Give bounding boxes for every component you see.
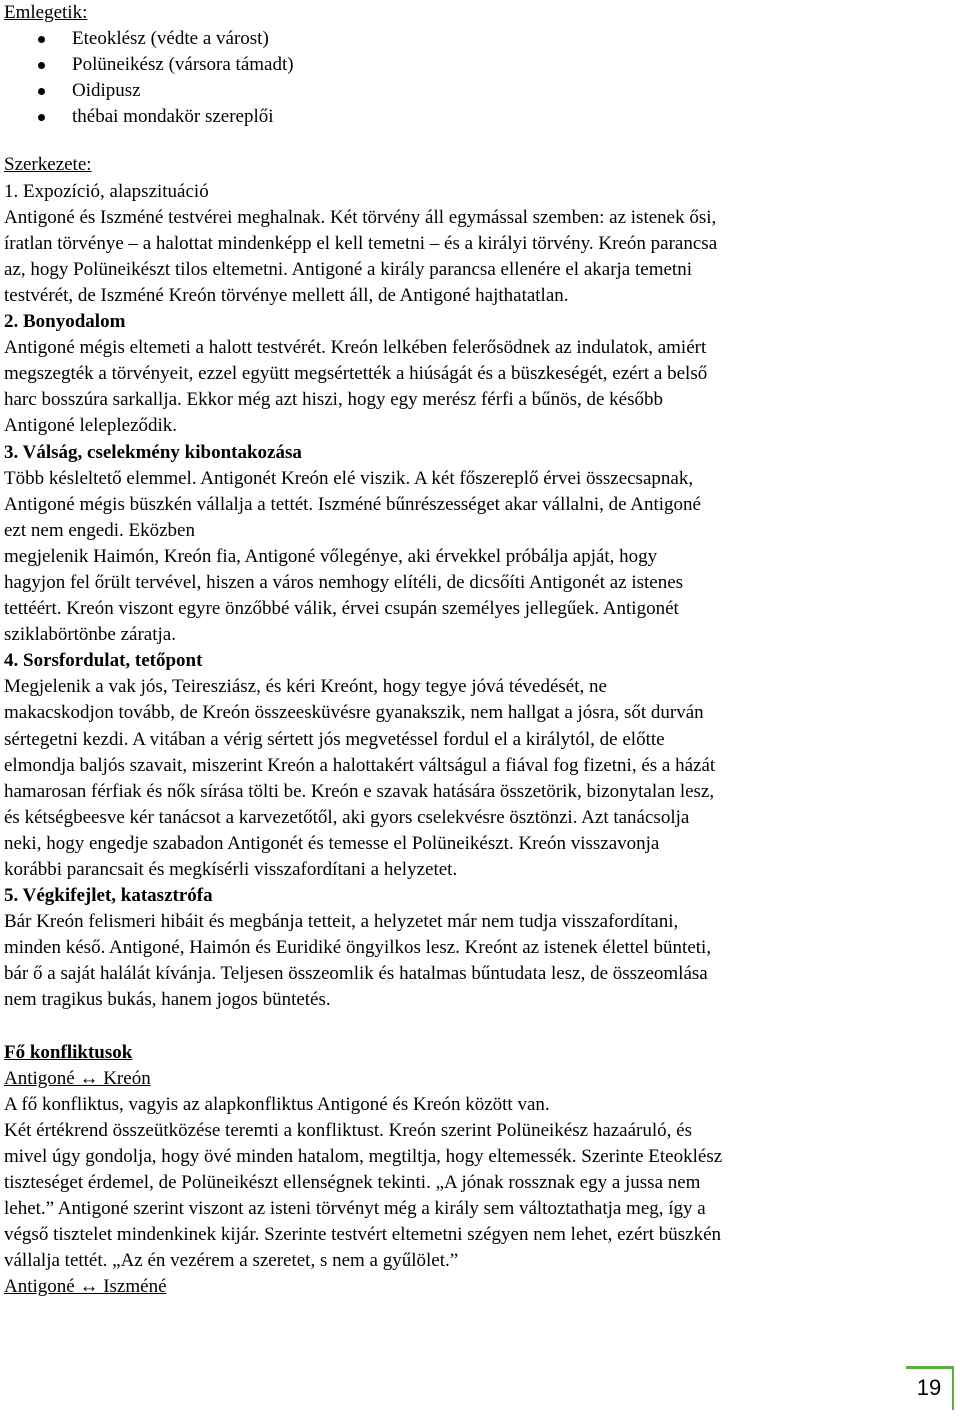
section-title: 4. Sorsfordulat, tetőpont [4, 650, 203, 672]
conflict-pair-antigone-kreon: Antigoné ↔ Kreón [4, 1067, 151, 1089]
list-item: Polüneikész (vársora támadt) [4, 52, 954, 78]
paragraph-line: mivel úgy gondolja, hogy övé minden hatalom, megtiltja, hogy eltemessék. Szerinte Eteoklész [4, 1145, 723, 1167]
bullet-icon [38, 36, 45, 43]
section-title: 2. Bonyodalom [4, 311, 126, 333]
paragraph-line: lehet.” Antigoné szerint viszont az isteni törvényt még a király sem változtathatja meg, így a [4, 1198, 706, 1220]
paragraph-line: vállalja tettét. „Az én vezérem a szeretet, s nem a gyűlölet.” [4, 1250, 459, 1272]
document-page [4, 0, 954, 1301]
paragraph-line: Antigoné és Iszméné testvérei meghalnak. Két törvény áll egymással szemben: az istenek ősi, [4, 206, 717, 228]
mentioned-heading: Emlegetik: [4, 2, 88, 23]
paragraph-line: nem tragikus bukás, hanem jogos büntetés. [4, 989, 331, 1011]
paragraph-line: neki, hogy engedje szabadon Antigonét és temesse el Polüneikészt. Kreón visszavonja [4, 832, 660, 854]
paragraph-line: Bár Kreón felismeri hibáit és megbánja tetteit, a helyzetet már nem tudja visszafordítani, [4, 911, 679, 933]
paragraph-line: korábbi parancsait és megkísérli visszafordítani a helyzetet. [4, 859, 458, 880]
list-item: Oidipusz [4, 78, 954, 104]
paragraph-line: minden késő. Antigoné, Haimón és Euridiké öngyilkos lesz. Kreónt az istenek élettel bünteti, [4, 937, 712, 959]
paragraph-line: hagyjon fel őrült tervével, hiszen a város nemhogy elítéli, de dicsőíti Antigonét az istenes [4, 571, 684, 593]
paragraph-line: bár ő a saját halálát kívánja. Teljesen összeomlik és hatalmas bűntudata lesz, de összeomlása [4, 963, 708, 985]
paragraph-line: Több késleltető elemmel. Antigonét Kreón elé viszik. A két főszereplő érvei összecsapnak, [4, 467, 694, 489]
structure-heading: Szerkezete: [4, 154, 92, 176]
list-item: Eteoklész (védte a várost) [4, 26, 954, 52]
paragraph-line: sértegetni kezdi. A vitában a vérig sértett jós megvetéssel fordul el a királytól, de előtte [4, 728, 665, 750]
paragraph-line: ezt nem engedi. Eközben [4, 519, 195, 541]
paragraph-line: hamarosan férfiak és nők sírása tölti be. Kreón e szavak hatására összetörik, bizonytalan lesz, [4, 780, 715, 802]
section-title: 3. Válság, cselekmény kibontakozása [4, 441, 302, 463]
paragraph-line: sziklabörtönbe záratja. [4, 624, 176, 646]
paragraph-line: tiszteséget érdemel, de Polüneikészt ellenségnek tekinti. „A jónak rossznak egy a jussa nem [4, 1172, 701, 1194]
paragraph-line: megjelenik Haimón, Kreón fia, Antigoné vőlegénye, aki érvekkel próbálja apját, hogy [4, 545, 658, 567]
paragraph-line: végső tisztelet mindenkinek kijár. Szerinte testvért eltemetni szégyen nem lehet, ezért büszkén [4, 1224, 721, 1246]
list-item: thébai mondakör szereplői [4, 104, 954, 130]
section-title: 5. Végkifejlet, katasztrófa [4, 885, 213, 907]
paragraph-line: megszegték a törvényeit, ezzel együtt megsértették a hiúságát és a büszkeségét, ezért a belső [4, 363, 708, 385]
paragraph-line: Antigoné mégis büszkén vállalja a tettét. Iszméné bűnrészességet akar vállalni, de Antigoné [4, 493, 701, 515]
paragraph-line: az, hogy Polüneikészt tilos eltemetni. Antigoné a király parancsa ellenére el akarja temetni [4, 258, 692, 280]
section-title: 1. Expozíció, alapszituáció [4, 180, 209, 202]
bullet-icon [38, 114, 45, 121]
paragraph-line: testvérét, de Iszméné Kreón törvénye mellett áll, de Antigoné hajthatatlan. [4, 284, 569, 306]
conflict-pair-antigone-iszmene: Antigoné ↔ Iszméné [4, 1276, 167, 1298]
bullet-icon [38, 88, 45, 95]
paragraph-line: Két értékrend összeütközése teremti a konfliktust. Kreón szerint Polüneikész hazaáruló, és [4, 1119, 692, 1141]
paragraph-line: Megjelenik a vak jós, Teiresziász, és kéri Kreónt, hogy tegye jóvá tévedését, ne [4, 676, 607, 698]
paragraph-line: elmondja baljós szavait, miszerint Kreón a halottakért váltságul a fiával fog fizetni, és a házát [4, 754, 716, 776]
paragraph-line: harc bosszúra sarkallja. Ekkor még azt hiszi, hogy egy merész férfi a bűnös, de később [4, 389, 663, 411]
paragraph-line: tettéért. Kreón viszont egyre önzőbbé válik, érvei csupán személyes jellegűek. Antigonét [4, 598, 679, 620]
paragraph-line: A fő konfliktus, vagyis az alapkonfliktus Antigoné és Kreón között van. [4, 1093, 550, 1115]
paragraph-line: Antigoné lelepleződik. [4, 415, 178, 437]
paragraph-line: és kétségbeesve kér tanácsot a karvezetőtől, aki gyors cselekvésre ösztönzi. Azt tanácsolja [4, 806, 690, 828]
conflicts-heading: Fő konfliktusok [4, 1041, 133, 1063]
paragraph-line: makacskodjon tovább, de Kreón összeesküvésre gyanakszik, nem hallgat a jósra, sőt durván [4, 702, 704, 724]
bullet-icon [38, 62, 45, 69]
paragraph-line: Antigoné mégis eltemeti a halott testvérét. Kreón lelkében felerősödnek az indulatok, amiért [4, 337, 707, 359]
mentioned-list [4, 26, 954, 130]
page-number: 19 [906, 1366, 954, 1410]
paragraph-line: íratlan törvénye – a halottat mindenképp el kell temetni – és a királyi törvény. Kreón parancsa [4, 232, 718, 254]
